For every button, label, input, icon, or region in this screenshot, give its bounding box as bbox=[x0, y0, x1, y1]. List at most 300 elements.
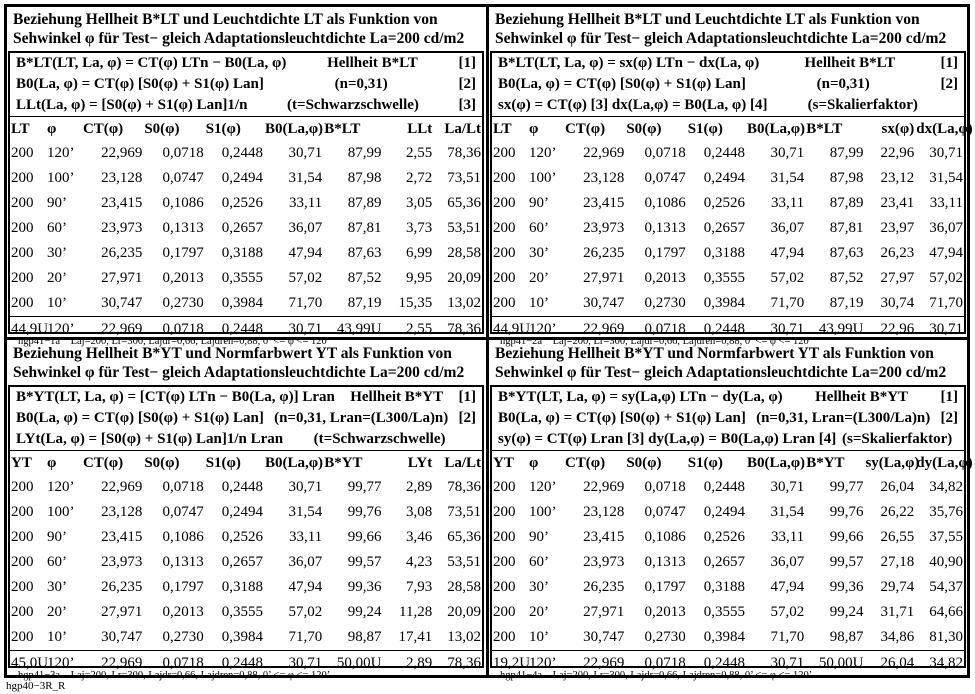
table-cell: 200 bbox=[11, 579, 34, 595]
footer-note: hgp41−4a Laj=200, Lr=300, Lajdr=0,66, Lajdren=0,88, 0’ <= φ <= 120’ bbox=[500, 670, 813, 681]
table-cell: 0,2494 bbox=[221, 504, 263, 520]
table-cell: 30,71 bbox=[915, 317, 964, 343]
table-row bbox=[492, 525, 964, 550]
table-cell: 34,86 bbox=[880, 629, 915, 645]
table-cell: 87,81 bbox=[829, 220, 864, 236]
table-cell: 22,969 bbox=[82, 317, 143, 343]
column-header: YT bbox=[11, 454, 32, 471]
table-cell: 20’ bbox=[46, 604, 67, 620]
table-cell: 90’ bbox=[46, 195, 67, 211]
column-header: CT(φ) bbox=[82, 120, 124, 137]
table-cell: 98,87 bbox=[347, 629, 382, 645]
table-row bbox=[492, 317, 964, 343]
column-header: LT bbox=[11, 120, 30, 137]
table-cell: 2,89 bbox=[382, 651, 433, 677]
table-cell: 200 bbox=[493, 145, 516, 161]
table-cell: 0,2526 bbox=[221, 195, 263, 211]
table-cell: 120’ bbox=[528, 479, 557, 495]
table-cell: 0,1086 bbox=[162, 529, 204, 545]
table-cell: 99,77 bbox=[347, 479, 382, 495]
column-header: S0(φ) bbox=[144, 454, 180, 471]
table-row bbox=[492, 266, 964, 291]
table-cell: 0,2448 bbox=[205, 651, 264, 677]
table-cell: 26,235 bbox=[583, 579, 625, 595]
table-cell: 0,2013 bbox=[644, 604, 686, 620]
title-line-1: Beziehung Hellheit B*LT und Leuchtdichte LT als Funktion von bbox=[13, 11, 438, 28]
table-cell: 20,09 bbox=[447, 270, 481, 286]
table-cell: 27,18 bbox=[880, 554, 915, 570]
table-cell: 0,2448 bbox=[687, 317, 746, 343]
table-row bbox=[492, 166, 964, 191]
table-cell: 73,51 bbox=[447, 170, 481, 186]
footer-note: hgp41−2a Laj=200, Lr=300, Lajdr=0,66, Lajdren=0,88, 0’ <= φ <= 120’ bbox=[500, 336, 813, 347]
table-cell: 99,57 bbox=[347, 554, 382, 570]
table-cell: 30,71 bbox=[770, 145, 805, 161]
title-line-2: Sehwinkel φ für Test− gleich Adaptationsleuchtdichte La=200 cd/m2 bbox=[13, 364, 465, 381]
table-cell: 22,969 bbox=[583, 479, 625, 495]
table-cell: 0,1797 bbox=[644, 579, 686, 595]
table-cell: 99,36 bbox=[347, 579, 382, 595]
formula-row-1: B*YT(LT, La, φ) = [CT(φ) LTn − B0(La, φ)] Lran Hellheit B*YT [1] bbox=[16, 389, 476, 405]
table-row bbox=[492, 500, 964, 525]
table-row bbox=[10, 191, 482, 216]
table-cell: 40,90 bbox=[929, 554, 963, 570]
table-cell: 22,969 bbox=[564, 317, 625, 343]
table-cell: 3,46 bbox=[405, 529, 433, 545]
table-row bbox=[492, 241, 964, 266]
table-cell: 23,12 bbox=[880, 170, 915, 186]
column-header: LLt bbox=[407, 120, 433, 137]
table-cell: 200 bbox=[493, 220, 516, 236]
table-cell: 23,97 bbox=[880, 220, 915, 236]
formula-table-box bbox=[8, 51, 484, 337]
table-cell: 99,57 bbox=[829, 554, 864, 570]
column-header: B0(La,φ) bbox=[746, 454, 806, 471]
table-row bbox=[10, 166, 482, 191]
table-row bbox=[10, 550, 482, 575]
table-cell: 64,66 bbox=[929, 604, 963, 620]
table-row bbox=[10, 625, 482, 651]
table-cell: 0,2730 bbox=[162, 629, 204, 645]
quadrant-bottom-left bbox=[8, 342, 484, 682]
table-cell: 90’ bbox=[528, 529, 549, 545]
page-code: hgp40−3R_R bbox=[6, 680, 66, 692]
column-header: CT(φ) bbox=[82, 454, 124, 471]
table-cell: 60’ bbox=[46, 554, 67, 570]
quadrant-title bbox=[8, 8, 484, 51]
column-header: B*LT bbox=[324, 120, 361, 137]
table-row bbox=[10, 291, 482, 317]
table-cell: 0,3984 bbox=[221, 295, 263, 311]
table-cell: 87,19 bbox=[347, 295, 382, 311]
table-cell: 30,747 bbox=[583, 295, 625, 311]
table-cell: 22,96 bbox=[864, 317, 915, 343]
table-cell: 0,1313 bbox=[162, 554, 204, 570]
table-cell: 120’ bbox=[46, 651, 82, 677]
table-cell: 0,2013 bbox=[162, 604, 204, 620]
table-cell: 27,97 bbox=[880, 270, 915, 286]
table-cell: 0,0718 bbox=[644, 479, 686, 495]
table-cell: 0,0718 bbox=[625, 317, 686, 343]
table-cell: 0,2013 bbox=[162, 270, 204, 286]
table-cell: 30,71 bbox=[746, 651, 805, 677]
table-cell: 200 bbox=[11, 245, 34, 261]
table-cell: 26,22 bbox=[880, 504, 915, 520]
table-cell: 200 bbox=[493, 579, 516, 595]
table-cell: 23,41 bbox=[880, 195, 915, 211]
table-cell: 200 bbox=[493, 529, 516, 545]
table-cell: 22,96 bbox=[880, 145, 915, 161]
table-cell: 50,00U bbox=[323, 651, 382, 677]
table-cell: 28,58 bbox=[447, 579, 481, 595]
formula-row-3: LLt(La, φ) = [S0(φ) + S1(φ) Lan]1/n (t=Schwarzschwelle) [3] bbox=[16, 97, 476, 113]
table-cell: 31,54 bbox=[929, 170, 963, 186]
table-cell: 36,07 bbox=[929, 220, 963, 236]
table-cell: 0,2657 bbox=[703, 554, 745, 570]
table-cell: 200 bbox=[493, 554, 516, 570]
table-cell: 3,05 bbox=[405, 195, 433, 211]
table-row bbox=[492, 291, 964, 317]
table-cell: 50,00U bbox=[805, 651, 864, 677]
column-header: φ bbox=[528, 120, 539, 137]
table-cell: 35,76 bbox=[929, 504, 963, 520]
table-cell: 87,99 bbox=[347, 145, 382, 161]
table-cell: 200 bbox=[11, 170, 34, 186]
table-cell: 0,1086 bbox=[644, 529, 686, 545]
table-cell: 30,71 bbox=[288, 145, 323, 161]
table-cell: 87,19 bbox=[829, 295, 864, 311]
table-cell: 90’ bbox=[528, 195, 549, 211]
table-cell: 22,969 bbox=[82, 651, 143, 677]
table-cell: 81,30 bbox=[929, 629, 963, 645]
column-header: S1(φ) bbox=[687, 120, 723, 137]
title-line-2: Sehwinkel φ für Test− gleich Adaptationsleuchtdichte La=200 cd/m2 bbox=[495, 30, 947, 47]
table-cell: 120’ bbox=[46, 145, 75, 161]
column-header: B*YT bbox=[806, 454, 845, 471]
column-header: CT(φ) bbox=[564, 120, 606, 137]
table-cell: 87,89 bbox=[347, 195, 382, 211]
table-cell: 200 bbox=[493, 604, 516, 620]
table-cell: 78,36 bbox=[447, 479, 481, 495]
table-cell: 22,969 bbox=[564, 651, 625, 677]
data-table bbox=[492, 117, 973, 342]
table-cell: 57,02 bbox=[288, 270, 323, 286]
table-cell: 10’ bbox=[46, 295, 67, 311]
table-cell: 99,76 bbox=[347, 504, 382, 520]
formula-row-3: sx(φ) = CT(φ) [3] dx(La,φ) = B0(La, φ) [4] (s=Skalierfaktor) bbox=[498, 97, 918, 113]
table-cell: 34,82 bbox=[929, 479, 963, 495]
table-cell: 0,2657 bbox=[221, 554, 263, 570]
table-cell: 87,98 bbox=[829, 170, 864, 186]
table-cell: 20’ bbox=[528, 604, 549, 620]
column-header: sx(φ) bbox=[881, 120, 915, 137]
data-table bbox=[492, 451, 973, 676]
table-cell: 200 bbox=[11, 554, 34, 570]
table-cell: 98,87 bbox=[829, 629, 864, 645]
table-cell: 33,11 bbox=[288, 529, 323, 545]
table-cell: 30’ bbox=[46, 245, 67, 261]
table-cell: 0,2448 bbox=[703, 145, 745, 161]
table-cell: 100’ bbox=[528, 504, 557, 520]
table-cell: 13,02 bbox=[447, 629, 481, 645]
table-cell: 11,28 bbox=[399, 604, 433, 620]
table-cell: 87,89 bbox=[829, 195, 864, 211]
table-cell: 200 bbox=[493, 270, 516, 286]
table-cell: 47,94 bbox=[770, 245, 805, 261]
table-cell: 120’ bbox=[528, 317, 564, 343]
table-cell: 23,973 bbox=[101, 220, 143, 236]
table-cell: 100’ bbox=[46, 504, 75, 520]
table-cell: 65,36 bbox=[447, 529, 481, 545]
table-cell: 31,71 bbox=[880, 604, 915, 620]
column-header: dy(La,φ) bbox=[916, 454, 973, 471]
table-cell: 71,70 bbox=[770, 295, 805, 311]
table-cell: 90’ bbox=[46, 529, 67, 545]
table-cell: 0,0718 bbox=[162, 145, 204, 161]
table-cell: 26,04 bbox=[880, 479, 915, 495]
table-cell: 0,1086 bbox=[644, 195, 686, 211]
table-cell: 3,73 bbox=[405, 220, 433, 236]
table-cell: 30,747 bbox=[583, 629, 625, 645]
table-cell: 65,36 bbox=[447, 195, 481, 211]
table-cell: 10’ bbox=[528, 295, 549, 311]
table-cell: 31,54 bbox=[770, 170, 805, 186]
table-cell: 0,0747 bbox=[644, 504, 686, 520]
table-cell: 0,3188 bbox=[703, 579, 745, 595]
table-cell: 0,0718 bbox=[143, 651, 204, 677]
table-cell: 20’ bbox=[46, 270, 67, 286]
formula-row-2: B0(La, φ) = CT(φ) [S0(φ) + S1(φ) Lan] (n=0,31, Lran=(L300/La)n) [2] bbox=[16, 410, 476, 426]
table-cell: 13,02 bbox=[447, 295, 481, 311]
table-cell: 30’ bbox=[528, 245, 549, 261]
table-cell: 47,94 bbox=[770, 579, 805, 595]
column-header: LYt bbox=[407, 454, 433, 471]
table-cell: 87,99 bbox=[829, 145, 864, 161]
table-cell: 19,2U bbox=[492, 651, 528, 677]
table-cell: 120’ bbox=[528, 651, 564, 677]
table-row bbox=[10, 475, 482, 500]
table-cell: 200 bbox=[11, 629, 34, 645]
table-cell: 30,71 bbox=[264, 651, 323, 677]
table-cell: 47,94 bbox=[288, 579, 323, 595]
table-cell: 30’ bbox=[528, 579, 549, 595]
column-header: B*YT bbox=[324, 454, 363, 471]
table-cell: 53,51 bbox=[447, 554, 481, 570]
table-cell: 10’ bbox=[46, 629, 67, 645]
column-header: S1(φ) bbox=[205, 120, 241, 137]
table-cell: 44,9U bbox=[10, 317, 46, 343]
table-cell: 0,0747 bbox=[162, 504, 204, 520]
column-header: YT bbox=[493, 454, 514, 471]
table-cell: 2,72 bbox=[405, 170, 433, 186]
table-cell: 23,415 bbox=[583, 195, 625, 211]
table-cell: 57,02 bbox=[288, 604, 323, 620]
table-cell: 33,11 bbox=[288, 195, 323, 211]
table-cell: 36,07 bbox=[288, 220, 323, 236]
table-cell: 27,971 bbox=[101, 270, 143, 286]
table-cell: 26,55 bbox=[880, 529, 915, 545]
column-header: B*LT bbox=[806, 120, 843, 137]
table-cell: 71,70 bbox=[770, 629, 805, 645]
table-cell: 0,3984 bbox=[703, 629, 745, 645]
table-cell: 0,2448 bbox=[205, 317, 264, 343]
table-cell: 36,07 bbox=[288, 554, 323, 570]
table-cell: 3,08 bbox=[405, 504, 433, 520]
table-cell: 200 bbox=[11, 604, 34, 620]
title-line-1: Beziehung Hellheit B*YT und Normfarbwert YT als Funktion von bbox=[13, 345, 452, 362]
table-cell: 0,3555 bbox=[221, 270, 263, 286]
table-cell: 26,235 bbox=[101, 245, 143, 261]
table-cell: 60’ bbox=[528, 554, 549, 570]
column-header: φ bbox=[46, 454, 57, 471]
table-cell: 0,2448 bbox=[687, 651, 746, 677]
table-row bbox=[10, 525, 482, 550]
table-cell: 36,07 bbox=[770, 554, 805, 570]
formula-row-1: B*LT(LT, La, φ) = CT(φ) LTn − B0(La, φ) Hellheit B*LT [1] bbox=[16, 55, 476, 71]
column-header: dx(La,φ) bbox=[916, 120, 973, 137]
formula-row-1: B*YT(LT, La, φ) = sy(La,φ) LTn − dy(La, φ) Hellheit B*YT [1] bbox=[498, 389, 958, 405]
table-cell: 0,3555 bbox=[703, 270, 745, 286]
table-cell: 0,2730 bbox=[644, 295, 686, 311]
table-cell: 200 bbox=[493, 629, 516, 645]
title-line-2: Sehwinkel φ für Test− gleich Adaptationsleuchtdichte La=200 cd/m2 bbox=[13, 30, 465, 47]
table-cell: 78,36 bbox=[433, 317, 482, 343]
table-cell: 28,58 bbox=[447, 245, 481, 261]
table-cell: 0,2526 bbox=[703, 195, 745, 211]
table-row bbox=[10, 651, 482, 677]
table-row bbox=[492, 191, 964, 216]
table-cell: 30,71 bbox=[746, 317, 805, 343]
table-cell: 26,235 bbox=[583, 245, 625, 261]
column-header: B0(La,φ) bbox=[264, 120, 324, 137]
table-cell: 120’ bbox=[46, 317, 82, 343]
table-cell: 2,55 bbox=[405, 145, 433, 161]
table-cell: 0,2526 bbox=[221, 529, 263, 545]
table-cell: 33,11 bbox=[770, 529, 805, 545]
table-row bbox=[492, 475, 964, 500]
table-cell: 23,973 bbox=[583, 554, 625, 570]
table-row bbox=[492, 550, 964, 575]
table-row bbox=[492, 575, 964, 600]
column-header: La/Lt bbox=[444, 120, 481, 137]
table-cell: 78,36 bbox=[447, 145, 481, 161]
table-cell: 0,2730 bbox=[162, 295, 204, 311]
table-cell: 0,0747 bbox=[162, 170, 204, 186]
column-header: B0(La,φ) bbox=[746, 120, 806, 137]
footer-note: hgp41−1a Laj=200, Lr=300, Lajdr=0,66, Lajdren=0,88, 0’ <= φ <= 120’ bbox=[18, 336, 331, 347]
column-header: La/Lt bbox=[444, 454, 481, 471]
table-row bbox=[492, 651, 964, 677]
table-cell: 0,0718 bbox=[143, 317, 204, 343]
table-cell: 20,09 bbox=[447, 604, 481, 620]
table-cell: 87,81 bbox=[347, 220, 382, 236]
table-cell: 200 bbox=[493, 245, 516, 261]
formula-table-box bbox=[490, 51, 973, 337]
table-cell: 0,2448 bbox=[221, 479, 263, 495]
table-cell: 2,89 bbox=[405, 479, 433, 495]
table-cell: 33,11 bbox=[929, 195, 963, 211]
table-cell: 87,98 bbox=[347, 170, 382, 186]
table-cell: 23,415 bbox=[101, 529, 143, 545]
table-cell: 71,70 bbox=[288, 295, 323, 311]
table-cell: 0,3555 bbox=[703, 604, 745, 620]
formula-row-2: B0(La, φ) = CT(φ) [S0(φ) + S1(φ) Lan] (n=0,31) [2] bbox=[498, 76, 958, 92]
table-cell: 71,70 bbox=[929, 295, 963, 311]
title-line-1: Beziehung Hellheit B*YT und Normfarbwert YT als Funktion von bbox=[495, 345, 934, 362]
formula-row-2: B0(La, φ) = CT(φ) [S0(φ) + S1(φ) Lan] (n=0,31) [2] bbox=[16, 76, 476, 92]
column-header: S0(φ) bbox=[626, 120, 662, 137]
table-cell: 0,0718 bbox=[162, 479, 204, 495]
table-row bbox=[10, 500, 482, 525]
table-cell: 26,23 bbox=[880, 245, 915, 261]
table-cell: 27,971 bbox=[583, 604, 625, 620]
column-header: S1(φ) bbox=[687, 454, 723, 471]
table-cell: 99,66 bbox=[829, 529, 864, 545]
table-cell: 30,71 bbox=[264, 317, 323, 343]
table-cell: 6,99 bbox=[405, 245, 433, 261]
table-cell: 44,9U bbox=[492, 317, 528, 343]
table-cell: 0,1313 bbox=[162, 220, 204, 236]
table-cell: 100’ bbox=[528, 170, 557, 186]
table-row bbox=[492, 141, 964, 166]
column-header: sy(La,φ) bbox=[865, 454, 920, 471]
formula-row-3: LYt(La, φ) = [S0(φ) + S1(φ) Lan]1/n Lran (t=Schwarzschwelle) bbox=[16, 431, 446, 447]
table-cell: 57,02 bbox=[929, 270, 963, 286]
table-cell: 23,415 bbox=[583, 529, 625, 545]
table-cell: 33,11 bbox=[770, 195, 805, 211]
table-cell: 53,51 bbox=[447, 220, 481, 236]
table-cell: 45,0U bbox=[10, 651, 46, 677]
table-cell: 30,74 bbox=[880, 295, 915, 311]
table-cell: 2,55 bbox=[382, 317, 433, 343]
table-cell: 0,2526 bbox=[703, 529, 745, 545]
table-cell: 99,77 bbox=[829, 479, 864, 495]
table-cell: 0,3555 bbox=[221, 604, 263, 620]
column-header: S0(φ) bbox=[144, 120, 180, 137]
column-header: S0(φ) bbox=[626, 454, 662, 471]
table-cell: 31,54 bbox=[288, 170, 323, 186]
table-cell: 26,04 bbox=[864, 651, 915, 677]
table-row bbox=[10, 317, 482, 343]
table-row bbox=[10, 241, 482, 266]
table-cell: 37,55 bbox=[929, 529, 963, 545]
quadrant-title bbox=[8, 342, 484, 385]
quadrant-title bbox=[490, 342, 966, 385]
table-cell: 120’ bbox=[46, 479, 75, 495]
table-cell: 30,747 bbox=[101, 295, 143, 311]
formula-row-3: sy(φ) = CT(φ) Lran [3] dy(La,φ) = B0(La,φ) Lran [4] (s=Skalierfaktor) bbox=[498, 431, 953, 447]
table-cell: 60’ bbox=[46, 220, 67, 236]
table-cell: 0,3188 bbox=[221, 579, 263, 595]
table-row bbox=[10, 266, 482, 291]
table-cell: 120’ bbox=[528, 145, 557, 161]
table-cell: 0,3984 bbox=[703, 295, 745, 311]
title-line-1: Beziehung Hellheit B*LT und Leuchtdichte LT als Funktion von bbox=[495, 11, 920, 28]
table-cell: 23,128 bbox=[101, 504, 143, 520]
table-row bbox=[10, 575, 482, 600]
table-cell: 200 bbox=[11, 145, 34, 161]
table-row bbox=[10, 600, 482, 625]
table-cell: 0,2657 bbox=[221, 220, 263, 236]
formula-table-box bbox=[490, 385, 973, 671]
data-table bbox=[10, 117, 482, 342]
column-header: S1(φ) bbox=[205, 454, 241, 471]
table-cell: 78,36 bbox=[433, 651, 482, 677]
table-cell: 43,99U bbox=[323, 317, 382, 343]
table-cell: 0,2494 bbox=[703, 170, 745, 186]
table-cell: 0,0718 bbox=[625, 651, 686, 677]
table-cell: 0,2730 bbox=[644, 629, 686, 645]
